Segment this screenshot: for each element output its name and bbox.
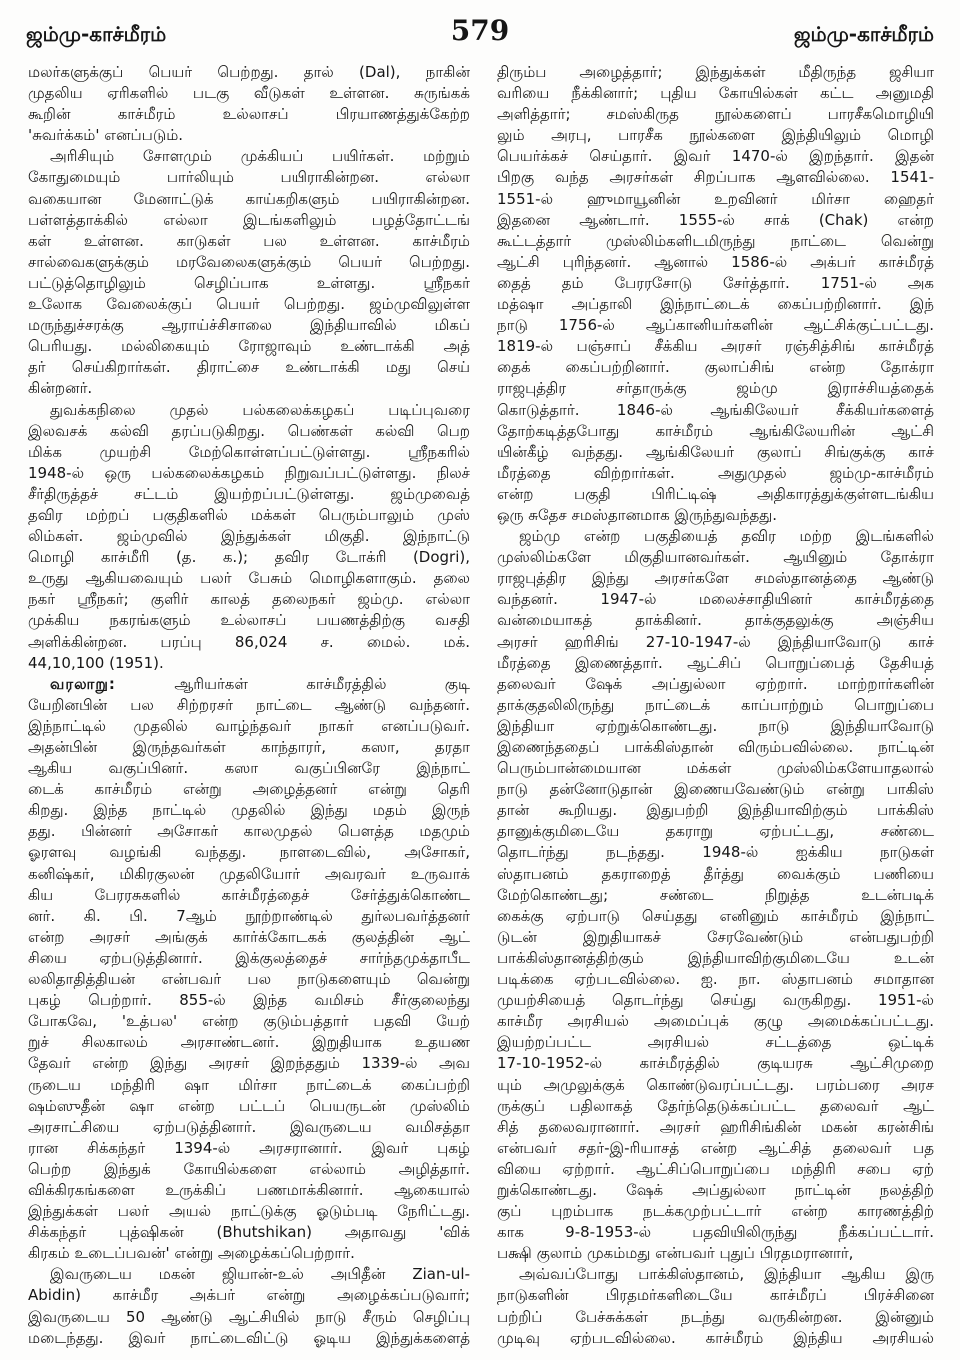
- text-line: 1819-ல் பஞ்சாப் சீக்கிய அரசர் ரஞ்சித்சிங் காச்மீரத்: [497, 337, 934, 356]
- text-line: லும் அரபு, பாரசீக நூல்களை இந்தியிலும் மொழி: [497, 126, 934, 145]
- text-line: ஸ்தாபனம் தகராறைத் தீர்த்து வைக்கும் பணியை: [497, 864, 934, 883]
- text-line: முக்கிய நகரங்களும் உல்லாசப் பயணத்திற்கு வசதி: [28, 611, 470, 630]
- paragraph: [28, 400, 470, 674]
- text-line: முடிவு ஏற்படவில்லை. காச்மீரம் இந்திய அரசியல்: [497, 1328, 934, 1347]
- text-line: ருடைய மந்திரி ஷா மிர்சா நாட்டைக் கைப்பற்றி: [28, 1075, 470, 1094]
- text-line: வந்தனர். 1947-ல் மலைச்சாதியினர் காச்மீரத்தை: [497, 590, 934, 609]
- text-line: விக்கிரகங்களை உருக்கிப் பணமாக்கினார். ஆகையால்: [28, 1180, 470, 1199]
- text-line: காக 9-8-1953-ல் பதவியிலிருந்து நீக்கப்பட்டார்.: [497, 1223, 934, 1242]
- text-line: பற்றிப் பேச்சுக்கள் நடந்து வருகின்றன. இன்னும்: [497, 1307, 934, 1326]
- running-head-left: ஜம்மு-காச்மீரம்: [26, 22, 167, 46]
- text-line: பட்டுத்தொழிலும் செழிப்பாக உள்ளது. ஸ்ரீநகர்: [28, 273, 470, 292]
- left-column: [28, 62, 470, 1354]
- text-line: புகழ் பெற்றார். 855-ல் இந்த வமிசம் சீர்குலைந்து: [28, 991, 470, 1010]
- text-line: தோற்கடித்தபோது காச்மீரம் ஆங்கிலேயரின் ஆட்சி: [497, 421, 934, 440]
- section-run-in-heading: வரலாறு:: [50, 674, 116, 693]
- text-line: லிம்கள். ஜம்முவில் இந்துக்கள் மிகுதி. இந்நாட்டு: [28, 527, 470, 546]
- text-line: சிக்கந்தர் புத்ஷிகன் (Bhutshikan) அதாவது 'விக்: [28, 1223, 470, 1242]
- text-line: உலோக வேலைக்குப் பெயர் பெற்றது. ஜம்முவிலுள்ள: [28, 295, 470, 314]
- text-line: கிரகம் உடைப்பவன்' என்று அழைக்கப்பெற்றார்.: [28, 1244, 355, 1263]
- text-line: பக்ஷி குலாம் முகம்மது என்பவர் புதுப் பிரதமரானார்,: [497, 1244, 854, 1263]
- text-line: யின்கீழ் வந்தது. ஆங்கிலேயர் குலாப் சிங்குக்கு காச்: [497, 442, 934, 461]
- text-line: தர் செய்கிறார்கள். திராட்சை உண்டாக்கி மது செய்: [28, 358, 470, 377]
- paragraph: [28, 146, 470, 399]
- text-line: என்பவர் சதர்-இ-ரியாசத் என்ற ஆட்சித் தலைவர் பத: [497, 1138, 934, 1157]
- text-line: கொடுத்தார். 1846-ல் ஆங்கிலேயர் சீக்கியர்களைத்: [497, 400, 934, 419]
- paragraph: [497, 526, 934, 1264]
- text-line: நகர் ஸ்ரீநகர்; குளிர் காலத் தலைநகர் ஜம்மு. எல்லா: [28, 590, 470, 609]
- text-line: பிறகு வந்த அரசர்கள் சிறப்பாக ஆளவில்லை. 1541-: [497, 168, 934, 187]
- page-number: 579: [450, 14, 510, 47]
- text-line: மடைந்தது. இவர் நாட்டைவிட்டு ஓடிய இந்துக்களைத்: [28, 1328, 470, 1347]
- paragraph: [497, 1264, 934, 1348]
- text-line: மொழி காச்மீரி (த. க.); தவிர டோக்ரி (Dogri),: [28, 548, 470, 567]
- text-line: முயற்சியைத் தொடர்ந்து செய்து வருகிறது. 1951-ல்: [497, 991, 934, 1010]
- text-line: கின்றனர்.: [28, 379, 93, 398]
- text-line: 1948-ல் ஒரு பல்கலைக்கழகம் நிறுவப்பட்டுள்ளது. நிலச்: [28, 463, 470, 482]
- text-line: பெரும்பான்மையான மக்கள் முஸ்லிம்களேயாதலால்: [497, 759, 934, 778]
- text-line: மருந்துச்சரக்கு ஆராய்ச்சிசாலை இந்தியாவில் மிகப்: [28, 316, 470, 335]
- text-line: ஆகிய வகுப்பினர். கஸா வகுப்பினரே இந்நாட்: [28, 759, 470, 778]
- text-line: கிய பேரரசுகளில் காச்மீரத்தைச் சேர்த்துக்கொண்ட: [28, 885, 470, 904]
- text-line: கைக்கு ஏற்பாடு செய்தது எனினும் காச்மீரம் இந்நாட்: [497, 906, 934, 925]
- text-line: என்ற பகுதி பிரிட்டிஷ் அதிகாரத்துக்குள்ளடங்கிய: [497, 484, 934, 503]
- text-line: இவருடைய 50 ஆண்டு ஆட்சியில் நாடு சீரும் செழிப்பு: [28, 1307, 470, 1326]
- text-line: இலவசக் கல்வி தரப்படுகிறது. பெண்கள் கல்வி பெற: [28, 421, 470, 440]
- text-line: தானுக்குமிடையே தகராறு ஏற்பட்டது, சண்டை: [497, 822, 934, 841]
- text-line: ஓரளவு வழங்கி வந்தது. நாளடைவில், அசோகர்,: [28, 843, 470, 862]
- text-line: தைக் கைப்பற்றினார். குலாப்சிங் என்ற தோக்ரா: [497, 358, 934, 377]
- text-line: வியை ஏற்றார். ஆட்சிப்பொறுப்பை மந்திரி சபை ஏற்: [497, 1159, 934, 1178]
- text-line: 44,10,100 (1951).: [28, 653, 164, 672]
- text-line: ருக்குப் பதிலாகத் தேர்ந்தெடுக்கப்பட்ட தலைவர் ஆட்: [497, 1096, 934, 1115]
- text-line: நாடு 1756-ல் ஆப்கானியர்களின் ஆட்சிக்குட்பட்டது.: [497, 316, 934, 335]
- text-line: குப் புறம்பாக நடக்கமுற்பட்டார் என்ற காரணத்திற்: [497, 1202, 934, 1221]
- text-line: மேற்கொண்டது; சண்டை நிறுத்த உடன்படிக்: [497, 885, 934, 904]
- text-line: தைத் தம் பேரரசோடு சேர்த்தார். 1751-ல் அக: [497, 273, 934, 292]
- text-line: றுக்கொண்டது. ஷேக் அப்துல்லா நாட்டின் நலத்திற்: [497, 1180, 934, 1199]
- text-line: தேவர் என்ற இந்து அரசர் இறந்ததும் 1339-ல் அவ: [28, 1054, 470, 1073]
- text-line: ராஜபுத்திர சர்தாருக்கு ஜம்மு இராச்சியத்தைக்: [497, 379, 934, 398]
- text-line: மிக்க முயற்சி மேற்கொள்ளப்பட்டுள்ளது. ஸ்ரீநகரில்: [28, 442, 470, 461]
- text-line: பெயர்க்கச் செய்தார். இவர் 1470-ல் இறந்தார். இதன்: [497, 147, 934, 166]
- text-line: பெற்ற இந்துக் கோயில்களை எல்லாம் அழித்தார்.: [28, 1159, 470, 1178]
- right-column: [497, 62, 934, 1354]
- text-line: நாடு தன்னோடுதான் இணையவேண்டும் என்று பாகிஸ்: [497, 780, 934, 799]
- text-line: 'சுவர்க்கம்' எனப்படும்.: [28, 126, 184, 145]
- text-line: அதன்பின் இருந்தவர்கள் காந்தாரர், கஸா, தரதா: [28, 738, 470, 756]
- text-line: என்ற அரசர் அங்குக் கார்க்கோடகக் குலத்தின் ஆட்: [28, 927, 470, 946]
- text-line: கிறது. இந்த நாட்டில் முதலில் இந்து மதம் இருந்: [28, 801, 470, 820]
- running-head-right: ஜம்மு-காச்மீரம்: [793, 22, 934, 46]
- text-line: கூறின் காச்மீரம் உல்லாசப் பிரயாணத்துக்கேற்ற: [28, 105, 470, 124]
- paragraph: [28, 62, 470, 146]
- line-text: ஆரியர்கள் காச்மீரத்தில் குடி: [174, 674, 470, 693]
- text-line: இந்துக்கள் பலர் அயல் நாட்டுக்கு ஓடும்படி நேரிட்டது.: [28, 1202, 470, 1221]
- text-line: துவக்கநிலை முதல் பல்கலைக்கழகப் படிப்புவரை: [50, 400, 470, 419]
- text-line: Abidin) காச்மீர அக்பர் என்று அழைக்கப்படுவார்;: [28, 1286, 470, 1305]
- text-line: அரசாட்சியை ஏற்படுத்தினார். இவருடைய வமிசத்தா: [28, 1117, 470, 1136]
- text-line: கனிஷ்கர், மிகிரகுலன் முதலியோர் அவரவர் உருவாக்: [28, 864, 470, 883]
- paragraph: [28, 1264, 470, 1348]
- text-line: ஷம்ஸுதீன் ஷா என்ற பட்டப் பெயருடன் முஸ்லிம்: [28, 1096, 470, 1115]
- text-line: அவ்வப்போது பாக்கிஸ்தானம், இந்தியா ஆகிய இரு: [519, 1265, 934, 1284]
- text-line: வரியை நீக்கினார்; புதிய கோயில்கள் கட்ட அனுமதி: [497, 84, 934, 103]
- text-line: உருது ஆகியவையும் பலர் பேசும் மொழிகளாகும். தலை: [28, 569, 470, 588]
- text-line: தவிர மற்றப் பகுதிகளில் மக்கள் பெரும்பாலும் முஸ்: [28, 505, 470, 524]
- text-line: சித் தலைவரானார். அரசர் ஹரிசிங்கின் மகன் கரன்சிங்: [497, 1117, 934, 1136]
- text-line: றுச் சிலகாலம் அரசாண்டனர். இறுதியாக உதயண: [28, 1033, 470, 1052]
- text-line: மீரத்தை விற்றார்கள். அதுமுதல் ஜம்மு-காச்மீரம்: [497, 463, 934, 482]
- text-line: 1551-ல் ஹுமாயூனின் உறவினர் மிர்சா ஹைதர்: [497, 189, 934, 208]
- text-line: மலர்களுக்குப் பெயர் பெற்றது. தால் (Dal), நாகின்: [28, 63, 470, 81]
- text-line: தது. பின்னர் அசோகர் காலமுதல் பௌத்த மதமும்: [28, 822, 470, 841]
- text-line: வன்மையாகத் தாக்கினர். தாக்குதலுக்கு அஞ்சிய: [497, 611, 934, 630]
- text-line: யேறினபின் பல சிற்றரசர் நாட்டை ஆண்டு வந்தனர்.: [28, 695, 470, 714]
- text-line: படிக்கை ஏற்படவில்லை. ஐ. நா. ஸ்தாபனம் சமாதான: [497, 970, 934, 989]
- text-line: இவருடைய மகன் ஜியான்-உல் அபிதீன் Zian-ul-: [50, 1265, 470, 1284]
- text-line: தாக்குதலிலிருந்து நாட்டைக் காப்பாற்றும் பொறுப்பை: [497, 695, 934, 714]
- text-line: கள் உள்ளன. காடுகள் பல உள்ளன. காச்மீரம்: [28, 231, 470, 250]
- text-line: ஜம்மு என்ற பகுதியைத் தவிர மற்ற இடங்களில்: [519, 527, 934, 546]
- text-line: [28, 674, 470, 695]
- text-line: பாக்கிஸ்தானத்திற்கும் இந்தியாவிற்குமிடையே உடன்: [497, 948, 934, 967]
- text-line: இயற்றப்பட்ட அரசியல் சட்டத்தை ஒட்டிக்: [497, 1033, 934, 1052]
- text-line: யும் அமுலுக்குக் கொண்டுவரப்பட்டது. பரம்பரை அரச: [497, 1075, 934, 1094]
- text-line: கோதுமையும் பார்லியும் பயிராகின்றன. எல்லா: [28, 168, 470, 187]
- text-line: 17-10-1952-ல் காச்மீரத்தில் குடியரசு ஆட்சிமுறை: [497, 1054, 934, 1073]
- text-line: தலைவர் ஷேக் அப்துல்லா ஏற்றார். மாற்றார்களின்: [497, 674, 934, 693]
- text-line: நாடுகளின் பிரதமர்களிடையே காச்மீரப் பிரச்சினை: [497, 1286, 934, 1305]
- text-line: வகையான மேனாட்டுக் காய்கறிகளும் பயிராகின்றன.: [28, 189, 470, 208]
- text-line: அரிசியும் சோளமும் முக்கியப் பயிர்கள். மற்றும்: [50, 147, 470, 166]
- text-line: ஒரு சுதேச சமஸ்தானமாக இருந்துவந்தது.: [497, 505, 778, 524]
- text-line: முதலிய ஏரிகளில் படகு வீடுகள் உள்ளன. சுருங்கக்: [28, 84, 470, 103]
- text-line: முஸ்லிம்களே மிகுதியானவர்கள். ஆயினும் தோக்ரா: [497, 548, 934, 567]
- paragraph: [28, 674, 470, 1265]
- text-line: சியை ஏற்படுத்தினார். இக்குலத்தைச் சார்ந்தமுக்தாபீட: [28, 948, 470, 967]
- text-line: இணைந்ததைப் பாக்கிஸ்தான் விரும்பவில்லை. நாட்டின்: [497, 738, 934, 756]
- paragraph: [497, 62, 934, 526]
- text-line: னர். கி. பி. 7ஆம் நூற்றாண்டில் துர்லபவர்த்தனர்: [28, 906, 470, 925]
- text-line: ரான சிக்கந்தர் 1394-ல் அரசரானார். இவர் புகழ்: [28, 1138, 470, 1157]
- text-line: சீர்திருத்தச் சட்டம் இயற்றப்பட்டுள்ளது. ஜம்முவைத்: [28, 484, 470, 503]
- text-line: ஆட்சி புரிந்தனர். ஆனால் 1586-ல் அக்பர் காச்மீரத்: [497, 252, 934, 271]
- text-line: அளித்தார்; சமஸ்கிருத நூல்களைப் பாரசீகமொழியி: [497, 105, 934, 124]
- text-line: லலிதாதித்தியன் என்பவர் பல நாடுகளையும் வென்று: [28, 970, 470, 989]
- text-line: சால்வைகளுக்கும் மரவேலைகளுக்கும் பெயர் பெற்றது.: [28, 252, 470, 271]
- text-line: தொடர்ந்து நடந்தது. 1948-ல் ஐக்கிய நாடுகள்: [497, 843, 934, 862]
- text-line: இந்நாட்டில் முதலில் வாழ்ந்தவர் நாகர் எனப்படுவர்.: [28, 716, 470, 735]
- text-line: அளிக்கின்றன. பரப்பு 86,024 ச. மைல். மக்.: [28, 632, 470, 651]
- text-line: போகவே, 'உத்பல' என்ற குடும்பத்தார் பதவி யேற்: [28, 1012, 470, 1031]
- text-line: திரும்ப அழைத்தார்; இந்துக்கள் மீதிருந்த ஜசியா: [497, 63, 934, 81]
- text-line: ராஜபுத்திர இந்து அரசர்களே சமஸ்தானத்தை ஆண்டு: [497, 569, 934, 588]
- text-line: பள்ளத்தாக்கில் எல்லா இடங்களிலும் பழத்தோட்டங்: [28, 210, 470, 229]
- text-line: டைக் காச்மீரம் என்று அழைத்தனர் என்று தெரி: [28, 780, 470, 799]
- text-line: இதனை ஆண்டார். 1555-ல் சாக் (Chak) என்ற: [497, 210, 934, 229]
- text-line: பெரியது. மல்லிகையும் ரோஜாவும் உண்டாக்கி அத்: [28, 337, 470, 356]
- text-line: மீரத்தை இணைத்தார். ஆட்சிப் பொறுப்பைத் தேசியத்: [497, 653, 934, 672]
- text-line: இந்தியா ஏற்றுக்கொண்டது. நாடு இந்தியாவோடு: [497, 716, 934, 735]
- text-line: டுடன் இறுதியாகச் சேரவேண்டும் என்பதுபற்றி: [497, 927, 934, 946]
- text-line: அரசர் ஹரிசிங் 27-10-1947-ல் இந்தியாவோடு காச்: [497, 632, 934, 651]
- running-header: [26, 12, 934, 56]
- text-line: மத்ஷா அப்தாலி இந்நாட்டைக் கைப்பற்றினார். இந்: [497, 295, 934, 314]
- text-line: தான் கூறியது. இதுபற்றி இந்தியாவிற்கும் பாக்கிஸ்: [497, 801, 934, 820]
- text-line: கூட்டத்தார் முஸ்லிம்களிடமிருந்து நாட்டை வென்று: [497, 231, 934, 250]
- text-line: காச்மீர அரசியல் அமைப்புக் குழு அமைக்கப்பட்டது.: [497, 1012, 934, 1031]
